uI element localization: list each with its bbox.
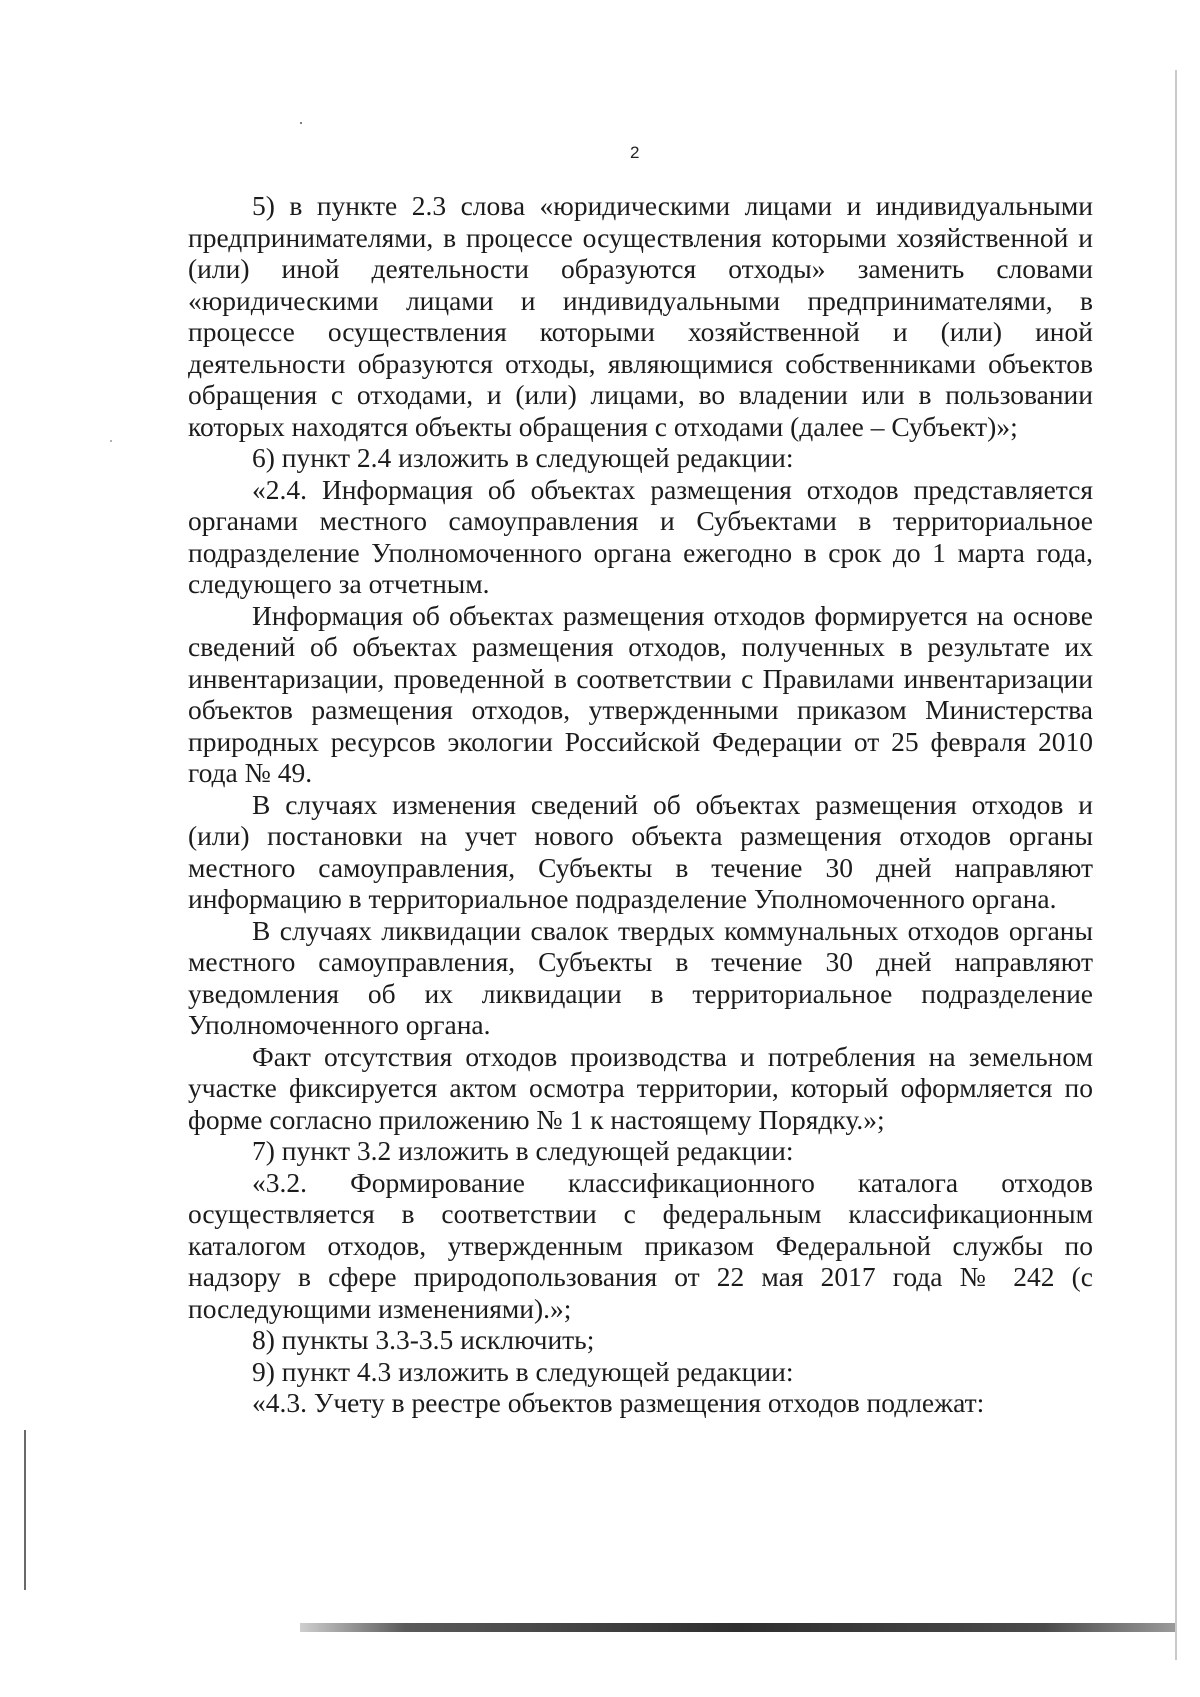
paragraph-3-2: «3.2. Формирование классификационного каталога отходов осуществляется в соответствии с федеральным классификационным каталогом отходов, утвержденным приказом Федеральной службы по надзору в сфере природопользования от 22 мая 2017 года № 242 (с последующими изменениями).»; xyxy=(188,1166,1093,1324)
paragraph-item-5: 5) в пункте 2.3 слова «юридическими лицами и индивидуальными предпринимателями, в процессе осуществления которыми хозяйственной и (или) иной деятельности образуются отходы» заменить словами «юридическими лицами и индивидуальными предпринимателями, в процессе осуществления которыми хозяйственной и (или) иной деятельности образуются отходы, являющимися собственниками объектов обращения с отходами, и (или) лицами, во владении или в пользовании которых находятся объекты обращения с отходами (далее – Субъект)»; xyxy=(188,190,1093,442)
scan-speck xyxy=(300,122,302,124)
paragraph-liquidation: В случаях ликвидации свалок твердых коммунальных отходов органы местного самоуправления, Субъекты в течение 30 дней направляют уведомления об их ликвидации в территориальное подразделение Уполномоченного органа. xyxy=(188,914,1093,1040)
paragraph-4-3: «4.3. Учету в реестре объектов размещения отходов подлежат: xyxy=(252,1387,985,1418)
paragraph-2-4-intro: «2.4. Информация об объектах размещения отходов представляется органами местного самоуправления и Субъектами в территориальное подразделение Уполномоченного органа ежегодно в срок до 1 марта года, следующего за отчетным. xyxy=(188,473,1093,599)
paragraph-info-formation: Информация об объектах размещения отходов формируется на основе сведений об объектах размещения отходов, полученных в результате их инвентаризации, проведенной в соответствии с Правилами инвентаризации объектов размещения отходов, утвержденными приказом Министерства природных ресурсов экологии Российской Федерации от 25 февраля 2010 года № 49. xyxy=(188,599,1093,788)
page-number: 2 xyxy=(630,143,640,162)
scan-bottom-bar xyxy=(300,1623,1175,1632)
paragraph-item-9: 9) пункт 4.3 изложить в следующей редакции: xyxy=(252,1355,794,1387)
paragraph-changes: В случаях изменения сведений об объектах размещения отходов и (или) постановки на учет нового объекта размещения отходов органы местного самоуправления, Субъекты в течение 30 дней направляют информацию в территориальное подразделение Уполномоченного органа. xyxy=(188,788,1093,914)
paragraph-item-7: 7) пункт 3.2 изложить в следующей редакции: xyxy=(252,1135,794,1166)
scan-edge-right xyxy=(1175,70,1177,1660)
paragraph-item-8: 8) пункты 3.3-3.5 исключить; xyxy=(252,1324,595,1355)
document-body xyxy=(188,190,1093,1419)
paragraph-item-6: 6) пункт 2.4 изложить в следующей редакции: xyxy=(252,442,794,473)
scan-edge-left xyxy=(24,1430,26,1590)
scan-speck xyxy=(110,440,112,442)
paragraph-absence-fact: Факт отсутствия отходов производства и потребления на земельном участке фиксируется актом осмотра территории, который оформляется по форме согласно приложению № 1 к настоящему Порядку.»; xyxy=(188,1040,1093,1135)
